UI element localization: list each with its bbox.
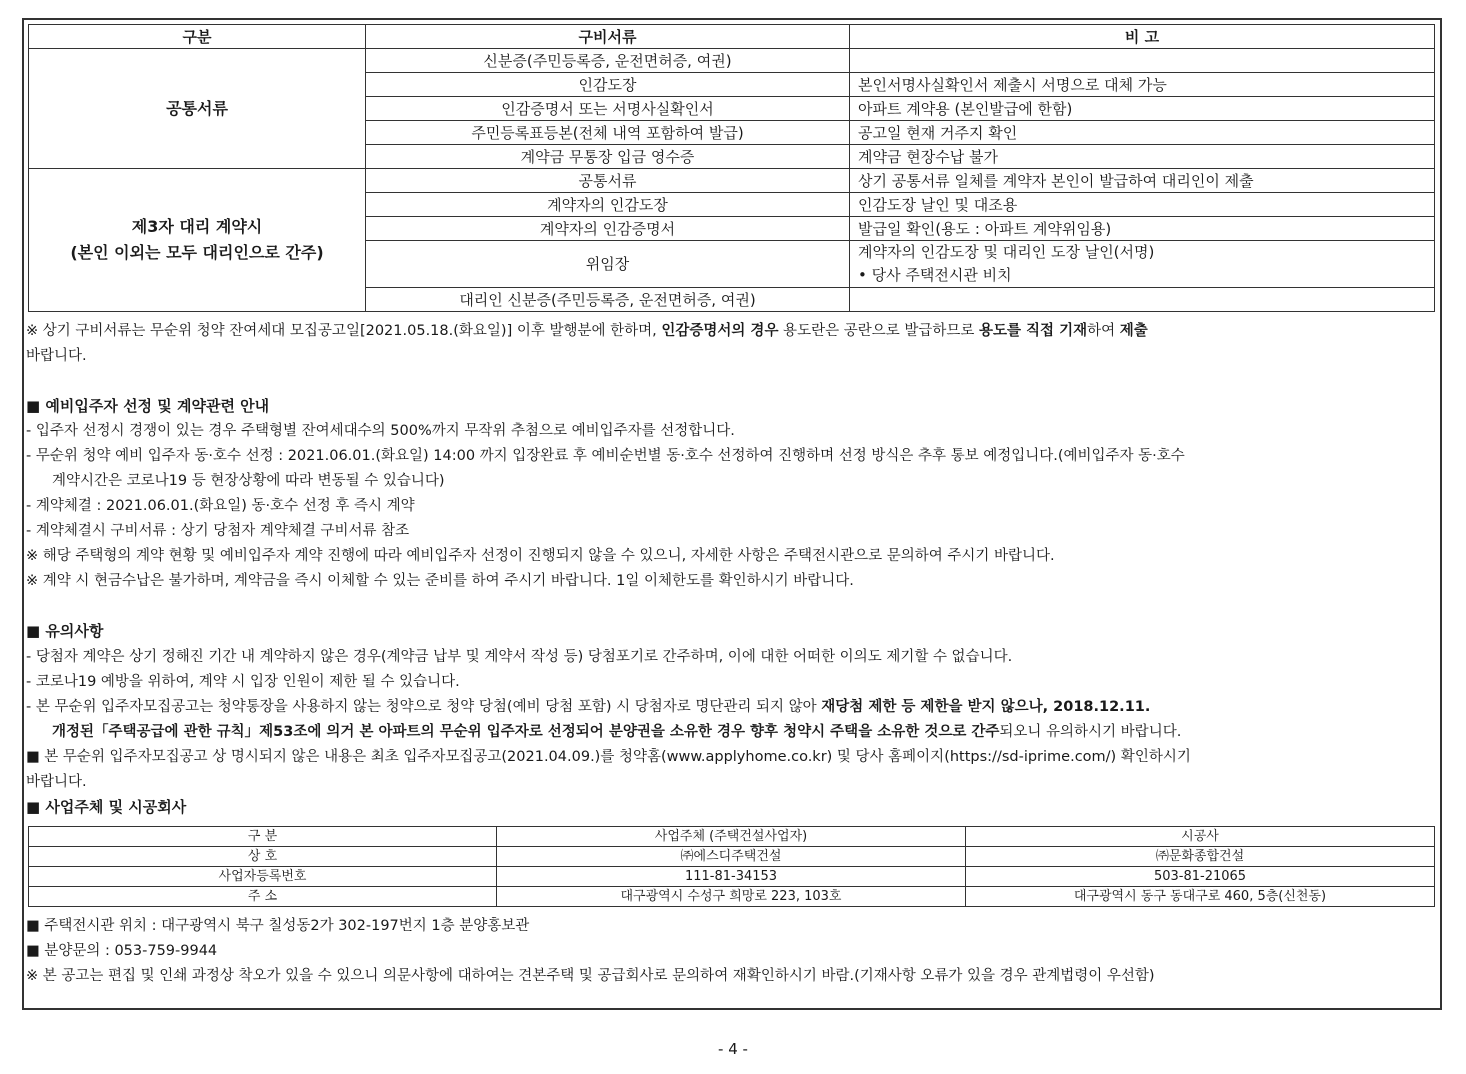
sales-inquiry: ■ 분양문의 : 053-759-9944: [26, 943, 218, 959]
table-header-row: [29, 827, 1435, 847]
doc-cell: 신분증(주민등록증, 운전면허증, 여권): [366, 49, 850, 73]
note-cell: 본인서명사실확인서 제출시 서명으로 대체 가능: [850, 73, 1435, 97]
note-cell: [850, 49, 1435, 73]
header-cell: 시공사: [966, 827, 1435, 847]
doc-cell: 공통서류: [366, 169, 850, 193]
table-row: [29, 847, 1435, 867]
documents-note: [26, 321, 1148, 341]
table-row: [29, 867, 1435, 887]
showroom-location: ■ 주택전시관 위치 : 대구광역시 북구 칠성동2가 302-197번지 1층 분양홍보관: [26, 918, 530, 934]
required-documents-table: [28, 24, 1435, 312]
list-text: 되오니 유의하시기 바랍니다.: [999, 724, 1182, 740]
doc-cell: 위임장: [366, 241, 850, 288]
disclaimer: ※ 본 공고는 편집 및 인쇄 과정상 착오가 있을 수 있으니 의문사항에 대하여는 견본주택 및 공급회사로 문의하여 재확인하시기 바람.(기재사항 오류가 있을 경우 관계법령이 우선함): [26, 968, 1155, 984]
list-item: [26, 697, 1150, 717]
doc-cell: 인감도장: [366, 73, 850, 97]
section-title-reserve: ■ 예비입주자 선정 및 계약관련 안내: [26, 397, 270, 415]
list-item: - 코로나19 예방을 위하여, 계약 시 입장 인원이 제한 될 수 있습니다.: [26, 674, 460, 690]
list-item: - 입주자 선정시 경쟁이 있는 경우 주택형별 잔여세대수의 500%까지 무작위 추첨으로 예비입주자를 선정합니다.: [26, 423, 735, 439]
list-text: - 본 무순위 입주자모집공고는 청약통장을 사용하지 않는 청약으로 청약 당첨(예비 당첨 포함) 시 당첨자로 명단관리 되지 않아: [26, 699, 822, 715]
table-cell: 111-81-34153: [497, 867, 966, 887]
note-cell: 상기 공통서류 일체를 계약자 본인이 발급하여 대리인이 제출: [850, 169, 1435, 193]
doc-cell: 대리인 신분증(주민등록증, 운전면허증, 여권): [366, 288, 850, 312]
header-category: 구분: [29, 25, 366, 49]
note-line: 계약자의 인감도장 및 대리인 도장 날인(서명): [858, 243, 1155, 261]
note-cell: [850, 241, 1435, 288]
note-bold: 인감증명서의 경우: [661, 323, 779, 339]
section-title-company: ■ 사업주체 및 시공회사: [26, 798, 187, 816]
note-text: 하여: [1087, 323, 1120, 339]
doc-cell: 인감증명서 또는 서명사실확인서: [366, 97, 850, 121]
table-row: [29, 49, 1435, 73]
header-cell: 사업주체 (주택건설사업자): [497, 827, 966, 847]
note-cell: 공고일 현재 거주지 확인: [850, 121, 1435, 145]
note-text: 용도란은 공란으로 발급하므로: [778, 323, 979, 339]
list-item-cont: 계약시간은 코로나19 등 현장상황에 따라 변동될 수 있습니다): [52, 473, 445, 489]
note-cell: 계약금 현장수납 불가: [850, 145, 1435, 169]
note-text: ※ 상기 구비서류는 무순위 청약 잔여세대 모집공고일[2021.05.18.(화요일)] 이후 발행분에 한하며,: [26, 323, 662, 339]
group-proxy-subtitle: (본인 이외는 모두 대리인으로 간주): [70, 243, 324, 262]
table-cell: 상 호: [29, 847, 497, 867]
header-remarks: 비 고: [850, 25, 1435, 49]
table-row: [29, 169, 1435, 193]
group-proxy: [29, 169, 366, 312]
list-item-cont: 바랍니다.: [26, 774, 87, 790]
table-cell: ㈜문화종합건설: [966, 847, 1435, 867]
note-cell: [850, 288, 1435, 312]
note-bold: 제출: [1119, 323, 1148, 339]
page-number: - 4 -: [718, 1040, 748, 1058]
note-cell: 인감도장 날인 및 대조용: [850, 193, 1435, 217]
table-cell: 503-81-21065: [966, 867, 1435, 887]
group-common: 공통서류: [29, 49, 366, 169]
list-item: ■ 본 무순위 입주자모집공고 상 명시되지 않은 내용은 최초 입주자모집공고(2021.04.09.)를 청약홈(www.applyhome.co.kr) 및 당사 홈페이지(https://sd-iprime.com/) 확인하시기: [26, 749, 1191, 765]
section-title-notice: ■ 유의사항: [26, 622, 104, 640]
header-cell: 구 분: [29, 827, 497, 847]
table-cell: 대구광역시 동구 동대구로 460, 5층(신천동): [966, 887, 1435, 907]
note-line: • 당사 주택전시관 비치: [858, 266, 1012, 284]
list-item-cont: [52, 722, 1181, 742]
doc-cell: 계약금 무통장 입금 영수증: [366, 145, 850, 169]
table-cell: 주 소: [29, 887, 497, 907]
table-row: [29, 887, 1435, 907]
table-header-row: [29, 25, 1435, 49]
note-cell: 아파트 계약용 (본인발급에 한함): [850, 97, 1435, 121]
list-bold: 재당첨 제한 등 제한을 받지 않으나, 2018.12.11.: [821, 699, 1151, 715]
company-table: [28, 826, 1435, 907]
list-item: ※ 해당 주택형의 계약 현황 및 예비입주자 계약 진행에 따라 예비입주자 선정이 진행되지 않을 수 있으니, 자세한 사항은 주택전시관으로 문의하여 주시기 바랍니다.: [26, 548, 1055, 564]
list-item: ※ 계약 시 현금수납은 불가하며, 계약금을 즉시 이체할 수 있는 준비를 하여 주시기 바랍니다. 1일 이체한도를 확인하시기 바랍니다.: [26, 573, 854, 589]
table-cell: 대구광역시 수성구 희망로 223, 103호: [497, 887, 966, 907]
group-proxy-title: 제3자 대리 계약시: [131, 217, 263, 236]
note-cell: 발급일 확인(용도 : 아파트 계약위임용): [850, 217, 1435, 241]
table-cell: 사업자등록번호: [29, 867, 497, 887]
list-item: - 계약체결 : 2021.06.01.(화요일) 동·호수 선정 후 즉시 계약: [26, 498, 415, 514]
doc-cell: 주민등록표등본(전체 내역 포함하여 발급): [366, 121, 850, 145]
doc-cell: 계약자의 인감도장: [366, 193, 850, 217]
documents-note-cont: 바랍니다.: [26, 348, 87, 364]
list-item: - 무순위 청약 예비 입주자 동·호수 선정 : 2021.06.01.(화요일) 14:00 까지 입장완료 후 예비순번별 동·호수 선정하여 진행하며 선정 방식은 추후 통보 예정입니다.(예비입주자 동·호수: [26, 448, 1185, 464]
note-bold: 용도를 직접 기재: [978, 323, 1088, 339]
list-item: - 당첨자 계약은 상기 정해진 기간 내 계약하지 않은 경우(계약금 납부 및 계약서 작성 등) 당첨포기로 간주하며, 이에 대한 어떠한 이의도 제기할 수 없습니다.: [26, 649, 1013, 665]
doc-cell: 계약자의 인감증명서: [366, 217, 850, 241]
table-cell: ㈜에스디주택건설: [497, 847, 966, 867]
list-bold: 개정된「주택공급에 관한 규칙」제53조에 의거 본 아파트의 무순위 입주자로 선정되어 분양권을 소유한 경우 향후 청약시 주택을 소유한 것으로 간주: [52, 724, 1000, 740]
header-documents: 구비서류: [366, 25, 850, 49]
list-item: - 계약체결시 구비서류 : 상기 당첨자 계약체결 구비서류 참조: [26, 523, 410, 539]
